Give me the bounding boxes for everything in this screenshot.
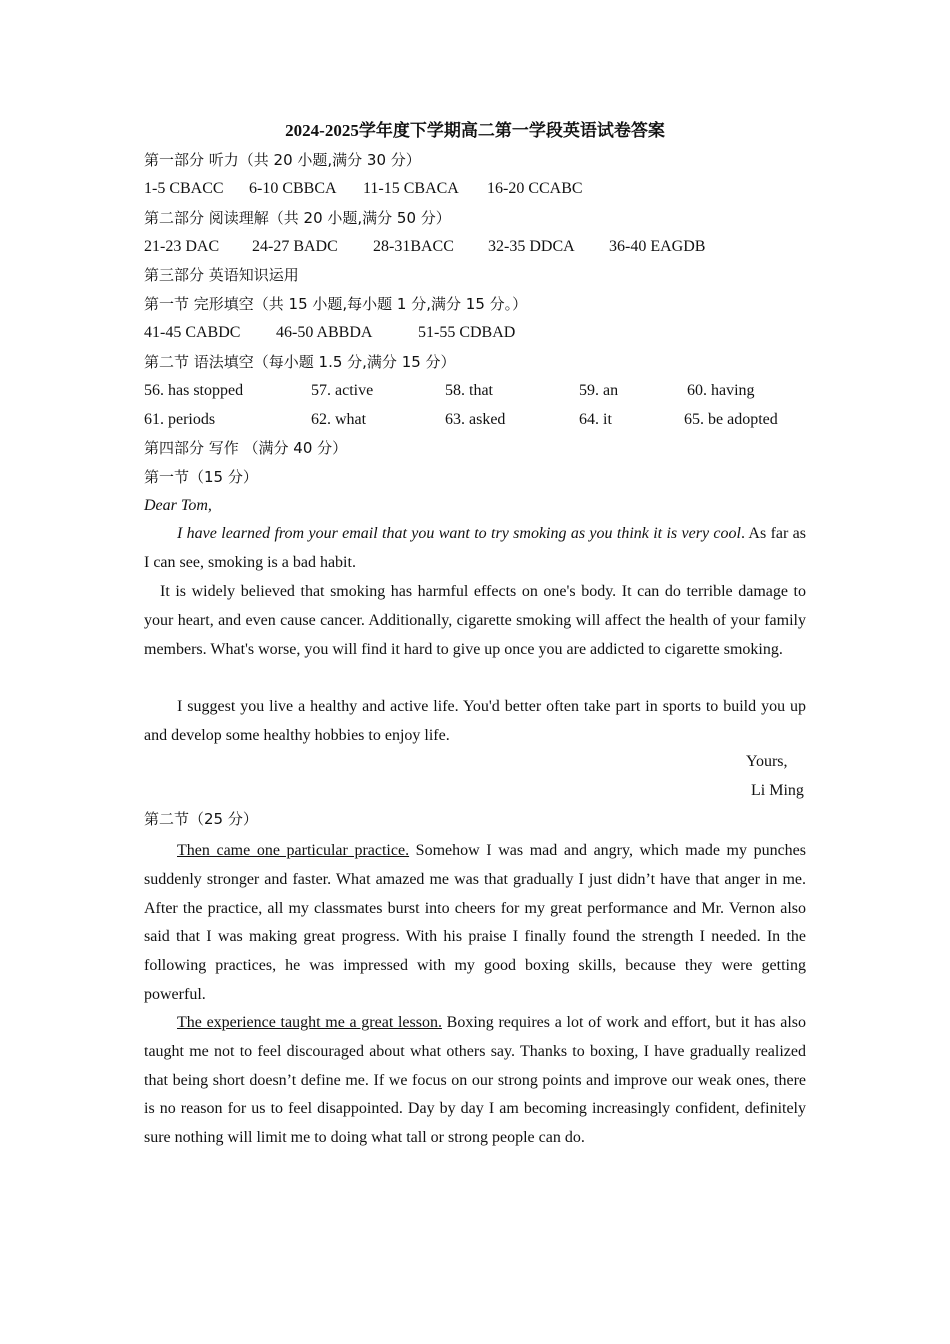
- part1-answer: 11-15 CBACA: [363, 180, 459, 197]
- part1-answer: 1-5 CBACC: [144, 180, 224, 197]
- letter-closing: Yours,: [746, 753, 788, 770]
- grammar-answer: 63. asked: [445, 411, 506, 428]
- grammar-answer: 59. an: [579, 382, 619, 399]
- story-paragraph: [144, 837, 806, 1010]
- part4-heading: 第四部分 写作 （满分 40 分）: [144, 439, 348, 457]
- story-paragraph-rest: Boxing requires a lot of work and effort, but it has also taught me not to feel discouraged about what others say. Thanks to boxing, I have gradually realized that being short doesn’t define me. If we focus on our strong points and improve our weak ones, there is no reason for us to feel disappointed. Day by day I am becoming increasingly confident, definitely sure nothing will limit me to doing what tall or strong people can do.: [144, 1014, 806, 1147]
- grammar-answer: 57. active: [311, 382, 374, 399]
- part2-heading: 第二部分 阅读理解（共 20 小题,满分 50 分）: [144, 209, 451, 227]
- grammar-answer: 60. having: [687, 382, 755, 399]
- letter-paragraph-italic: I have learned from your email that you want to try smoking as you think it is very cool: [177, 525, 741, 542]
- grammar-answer: 58. that: [445, 382, 493, 399]
- grammar-answer: 61. periods: [144, 411, 216, 428]
- page-title: 2024-2025学年度下学期高二第一学段英语试卷答案: [285, 121, 665, 140]
- part1-answer: 6-10 CBBCA: [249, 180, 337, 197]
- part3-section1-heading: 第一节 完形填空（共 15 小题,每小题 1 分,满分 15 分。）: [144, 295, 528, 313]
- part3-heading: 第三部分 英语知识运用: [144, 266, 299, 284]
- grammar-answer: 65. be adopted: [684, 411, 778, 428]
- story-paragraph-lead: The experience taught me a great lesson.: [177, 1014, 442, 1031]
- grammar-answer: 56. has stopped: [144, 382, 244, 399]
- cloze-answer: 41-45 CABDC: [144, 324, 241, 341]
- letter-salutation: Dear Tom,: [144, 497, 212, 514]
- letter-signature: Li Ming: [751, 782, 804, 799]
- cloze-answer: 46-50 ABBDA: [276, 324, 373, 341]
- part2-answer: 36-40 EAGDB: [609, 238, 706, 255]
- part3-section2-heading: 第二节 语法填空（每小题 1.5 分,满分 15 分）: [144, 353, 456, 371]
- part4-section2-heading: 第二节（25 分）: [144, 810, 258, 828]
- cloze-answer: 51-55 CDBAD: [418, 324, 516, 341]
- story-paragraph-lead: Then came one particular practice.: [177, 842, 410, 859]
- letter-paragraph: [144, 520, 806, 578]
- letter-paragraph-rest: . As far as I can see, smoking is a bad habit.: [144, 525, 807, 571]
- part2-answer: 21-23 DAC: [144, 238, 220, 255]
- part2-answer: 32-35 DDCA: [488, 238, 575, 255]
- part4-section1-heading: 第一节（15 分）: [144, 468, 258, 486]
- part1-heading: 第一部分 听力（共 20 小题,满分 30 分）: [144, 151, 421, 169]
- story-paragraph: [144, 1009, 806, 1153]
- part1-answer: 16-20 CCABC: [487, 180, 583, 197]
- grammar-answer: 64. it: [579, 411, 612, 428]
- letter-paragraph: It is widely believed that smoking has harmful effects on one's body. It can do terrible damage to your heart, and even cause cancer. Additionally, cigarette smoking will affect the health of your family members. What's worse, you will find it hard to give up once you are addicted to cigarette smoking.: [144, 583, 806, 658]
- story-paragraph-rest: Somehow I was mad and angry, which made my punches suddenly stronger and faster. What amazed me was that gradually I just didn’t have that anger in me. After the practice, all my classmates burst into cheers for my great performance and Mr. Vernon also said that I was making great progress. With his praise I finally found the strength I needed. In the following practices, he was impressed with my good boxing skills, because they were getting powerful.: [144, 842, 807, 1003]
- grammar-answer: 62. what: [311, 411, 367, 428]
- part2-answer: 28-31BACC: [373, 238, 454, 255]
- letter-paragraph: I suggest you live a healthy and active life. You'd better often take part in sports to build you up and develop some healthy hobbies to enjoy life.: [144, 698, 806, 744]
- part2-answer: 24-27 BADC: [252, 238, 338, 255]
